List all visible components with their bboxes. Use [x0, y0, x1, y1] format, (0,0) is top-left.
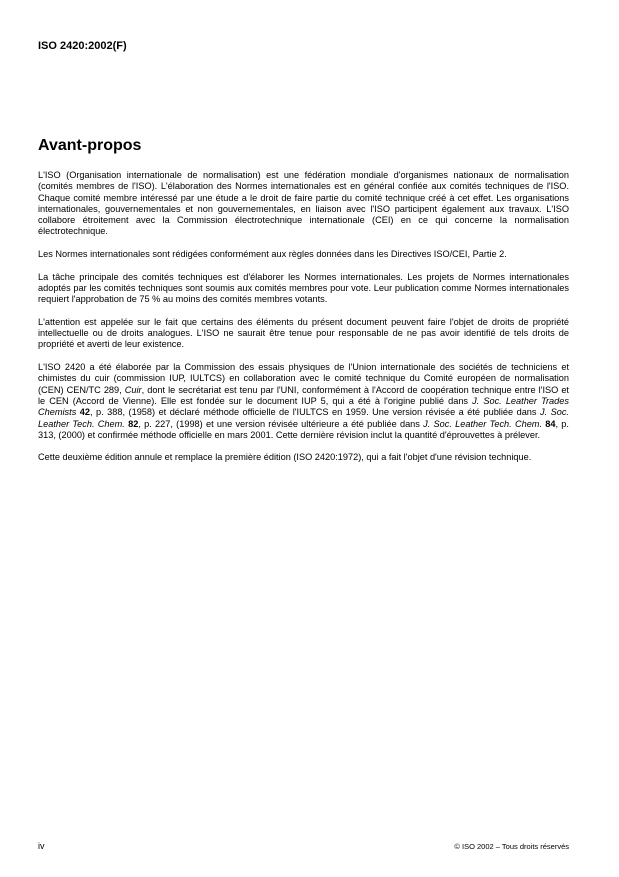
foreword-body	[38, 170, 569, 475]
p5-journal-1: J. Soc. Leather Trades Chemists	[38, 395, 569, 418]
p5-text-5: , p. 313, (2000) et confirmée méthode officielle en mars 2001. Cette dernière révision inclut la quantité d'éprouvettes à prélever.	[38, 418, 569, 440]
p5-journal-2: J. Soc. Leather Tech. Chem.	[38, 407, 569, 429]
copyright-notice: © ISO 2002 – Tous droits réservés	[454, 842, 569, 851]
p5-text-4: , p. 227, (1998) et une version révisée ultérieure a été publiée dans	[138, 418, 424, 429]
paragraph-5	[38, 362, 569, 441]
p5-text-2: , dont le secrétariat est tenu par l'UNI, conformément à l'Accord de coopération technique entre l'ISO et le CEN (Accord de Vienne). Elle est fondée sur le document IUP 5, qui a été à l'origine publié dans	[38, 384, 569, 406]
p5-volume-2: 82	[128, 418, 139, 429]
paragraph-1: L'ISO (Organisation internationale de normalisation) est une fédération mondiale d'organismes nationaux de normalisation (comités membres de l'ISO). L'élaboration des Normes internationales est en général confiée aux comités techniques de l'ISO. Chaque comité membre intéressé par une étude a le droit de faire partie du comité technique créé à cet effet. Les organisations internationales, gouvernementales et non gouvernementales, en liaison avec l'ISO participent également aux travaux. L'ISO collabore étroitement avec la Commission électrotechnique internationale (CEI) en ce qui concerne la normalisation électrotechnique.	[38, 170, 569, 237]
paragraph-4: L'attention est appelée sur le fait que certains des éléments du présent document peuvent faire l'objet de droits de propriété intellectuelle ou de droits analogues. L'ISO ne saurait être tenue pour responsable de ne pas avoir identifié de tels droits de propriété et averti de leur existence.	[38, 316, 569, 350]
p5-journal-3: J. Soc. Leather Tech. Chem.	[423, 418, 543, 429]
paragraph-6: Cette deuxième édition annule et remplace la première édition (ISO 2420:1972), qui a fait l'objet d'une révision technique.	[38, 452, 532, 463]
p5-volume-3: 84	[545, 418, 556, 429]
page-title: Avant-propos	[38, 137, 142, 154]
paragraph-2: Les Normes internationales sont rédigées conformément aux règles données dans les Directives ISO/CEI, Partie 2.	[38, 249, 507, 260]
page-number: iv	[38, 841, 45, 851]
document-id: ISO 2420:2002(F)	[38, 40, 127, 52]
p5-text-1: L'ISO 2420 a été élaborée par la Commission des essais physiques de l'Union internationale des sociétés de techniciens et chimistes du cuir (commission IUP, IULTCS) en collaboration avec le comité technique du Comité européen de normalisation (CEN) CEN/TC 289,	[38, 362, 569, 395]
p5-committee-name: Cuir	[124, 384, 142, 395]
paragraph-3: La tâche principale des comités techniques est d'élaborer les Normes internationales. Les projets de Normes internationales adoptés par les comités techniques sont soumis aux comités membres pour vote. Leur publication comme Normes internationales requiert l'approbation de 75 % au moins des comités membres votants.	[38, 271, 569, 305]
p5-text-3: , p. 388, (1958) et déclaré méthode officielle de l'IULTCS en 1959. Une version révisée a été publiée dans	[90, 407, 540, 418]
p5-volume-1: 42	[79, 407, 91, 418]
